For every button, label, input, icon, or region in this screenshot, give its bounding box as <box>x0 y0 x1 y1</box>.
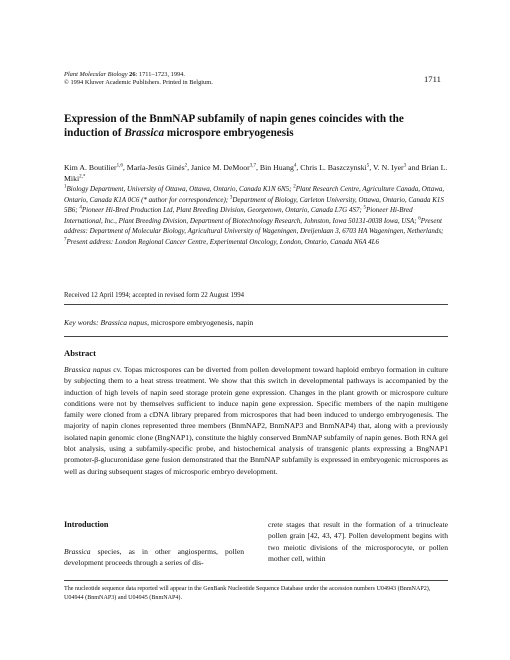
page-number: 1711 <box>424 74 441 84</box>
journal-line <box>64 71 394 79</box>
intro-genus: Brassica <box>64 547 91 556</box>
author-affiliation-marker: 3,7 <box>249 163 256 169</box>
keywords <box>64 318 448 328</box>
author-name: V. N. Iyer <box>373 163 404 172</box>
author-name: María-Jesús Ginés <box>126 163 185 172</box>
affiliation-text: Present address: Department of Molecular Biology, Agricultural University of Wageningen, Dreijenlaan 3, 6703 HA Wageningen, Netherlands; <box>64 216 444 236</box>
affiliation-text: Biology Department, University of Ottawa, Ottawa, Ontario, Canada K1N 6N5; <box>66 185 294 193</box>
affiliation-text: Department of Biology, Carleton University, Ottawa, Ontario, Canada K1S 5B6; <box>64 195 444 215</box>
abstract-heading: Abstract <box>64 348 96 358</box>
affiliation-marker: 2 <box>293 184 296 190</box>
journal-pages: : 1711–1723, 1994. <box>135 71 186 78</box>
intro-left-body: species, as in other angiosperms, pollen development proceeds through a series of dis- <box>64 547 244 568</box>
abstract-species: Brassica napus <box>64 365 111 374</box>
footnote-divider <box>64 580 448 581</box>
journal-volume: 26 <box>129 71 136 78</box>
intro-left-text <box>64 546 244 569</box>
affiliations <box>64 184 448 248</box>
divider-top <box>64 304 448 305</box>
author-name: Chris L. Baszczynski <box>300 163 367 172</box>
affiliation-text: Plant Research Centre, Agriculture Canada, Ottawa, Ontario, Canada K1A 0C6 (* author for correspondence); <box>64 185 445 204</box>
author-name: Brian L. Miki <box>64 163 448 183</box>
author-affiliation-marker: 1,6 <box>116 163 123 169</box>
introduction-heading: Introduction <box>64 520 109 529</box>
title-part2: microspore embryogenesis <box>164 126 294 139</box>
author-name: Bin Huang <box>259 163 294 172</box>
affiliation-marker: 4 <box>79 205 82 211</box>
affiliation-marker: 3 <box>229 195 233 201</box>
keywords-rest: , microspore embryogenesis, napin <box>147 318 254 327</box>
author <box>300 163 369 172</box>
article-title <box>64 113 444 140</box>
author-affiliation-marker: 2,* <box>79 174 86 179</box>
author-name: Janice M. DeMoor <box>191 163 250 172</box>
title-genus: Brassica <box>124 126 165 139</box>
author <box>127 163 187 172</box>
author <box>64 163 123 172</box>
author-name: Kim A. Boutilier <box>64 163 117 172</box>
intro-right-column <box>268 519 448 564</box>
affiliation-marker: 7 <box>64 237 67 243</box>
intro-left-column <box>64 519 244 569</box>
affiliation-text: Pioneer Hi-Bred Production Ltd, Plant Breeding Division, Georgetown, Ontario, Canada L7G 4S7; <box>81 206 364 215</box>
received-dates: Received 12 April 1994; accepted in revised form 22 August 1994 <box>64 292 245 299</box>
affiliation-text: Pioneer Hi-Bred International, Inc., Plant Breeding Division, Department of Biotechnology Research, Johnston, Iowa 50131-0038 Iowa, USA; <box>64 206 419 225</box>
divider-keywords <box>64 336 448 337</box>
keywords-label: Key words: <box>64 318 99 327</box>
journal-title: Plant Molecular Biology <box>64 71 128 78</box>
affiliation-marker: 6 <box>418 216 421 222</box>
author <box>260 163 297 172</box>
author-affiliation-marker: 2 <box>184 163 188 169</box>
title-part1: Expression of the BnmNAP subfamily of napin genes coincides with the induction of <box>64 113 404 139</box>
keywords-species: Brassica napus <box>100 318 148 327</box>
affiliation-marker: 5 <box>363 205 367 211</box>
author-affiliation-marker: 4 <box>293 163 297 169</box>
abstract-body <box>64 364 448 477</box>
author-affiliation-marker: 5 <box>366 163 370 169</box>
abstract-text: cv. Topas microspores can be diverted from pollen development toward haploid embryo formation in culture by subjecting them to a heat stress treatment. We show that this switch in developmental pathways is accompanied by the induction of high levels of napin seed storage protein gene expression. Changes in the plant growth or microspore culture conditions were not by themselves sufficient to induce napin gene expression. Specific members of the napin multigene family were cloned from a cDNA library prepared from microspores that had been induced to undergo embryogenesis. The majority of napin clones represented three members (BnmNAP2, BnmNAP3 and BnmNAP4) that, along with a previously isolated napin genomic clone (BngNAP1), constitute the highly conserved BnmNAP subfamily of napin genes. Both RNA gel blot analysis, using a subfamily-specific probe, and histochemical analysis of transgenic plants expressing a BngNAP1 promoter-β-glucuronidase gene fusion demonstrated that the BnmNAP subfamily is expressed in embryogenic microspores as well as during subsequent stages of microsporic embryo development. <box>64 365 448 476</box>
intro-right-text: crete stages that result in the formation of a trinucleate pollen grain [42, 43, 47]. Pollen development begins with two meiotic divisions of the microsporocyte, or pollen mother cell, within <box>268 520 448 563</box>
affiliation-marker: 1 <box>64 184 67 190</box>
author <box>191 163 256 172</box>
author <box>373 163 406 172</box>
author-affiliation-marker: 3 <box>403 163 407 169</box>
journal-citation <box>64 71 394 87</box>
footnote: The nucleotide sequence data reported will appear in the GenBank Nucleotide Sequence Database under the accession numbers U04943 (BnmNAP2), U04944 (BnmNAP3) and U04945 (BnmNAP4). <box>64 586 431 601</box>
copyright-line: © 1994 Kluwer Academic Publishers. Printed in Belgium. <box>64 79 213 87</box>
affiliation-text: Present address: London Regional Cancer Centre, Experimental Oncology, London, Ontario, Canada N6A 4L6 <box>66 237 380 246</box>
author-list: Kim A. Boutilier$^{1,6}$, María-Jesús Ginés$^2$, Janice M. DeMoor$^{3,7}$, Bin Huang$^4$, Chris L. Baszczynski$^5$, V. N. Iyer$^3$ and Brian L. Miki$^{2,*}$ <box>64 163 448 183</box>
